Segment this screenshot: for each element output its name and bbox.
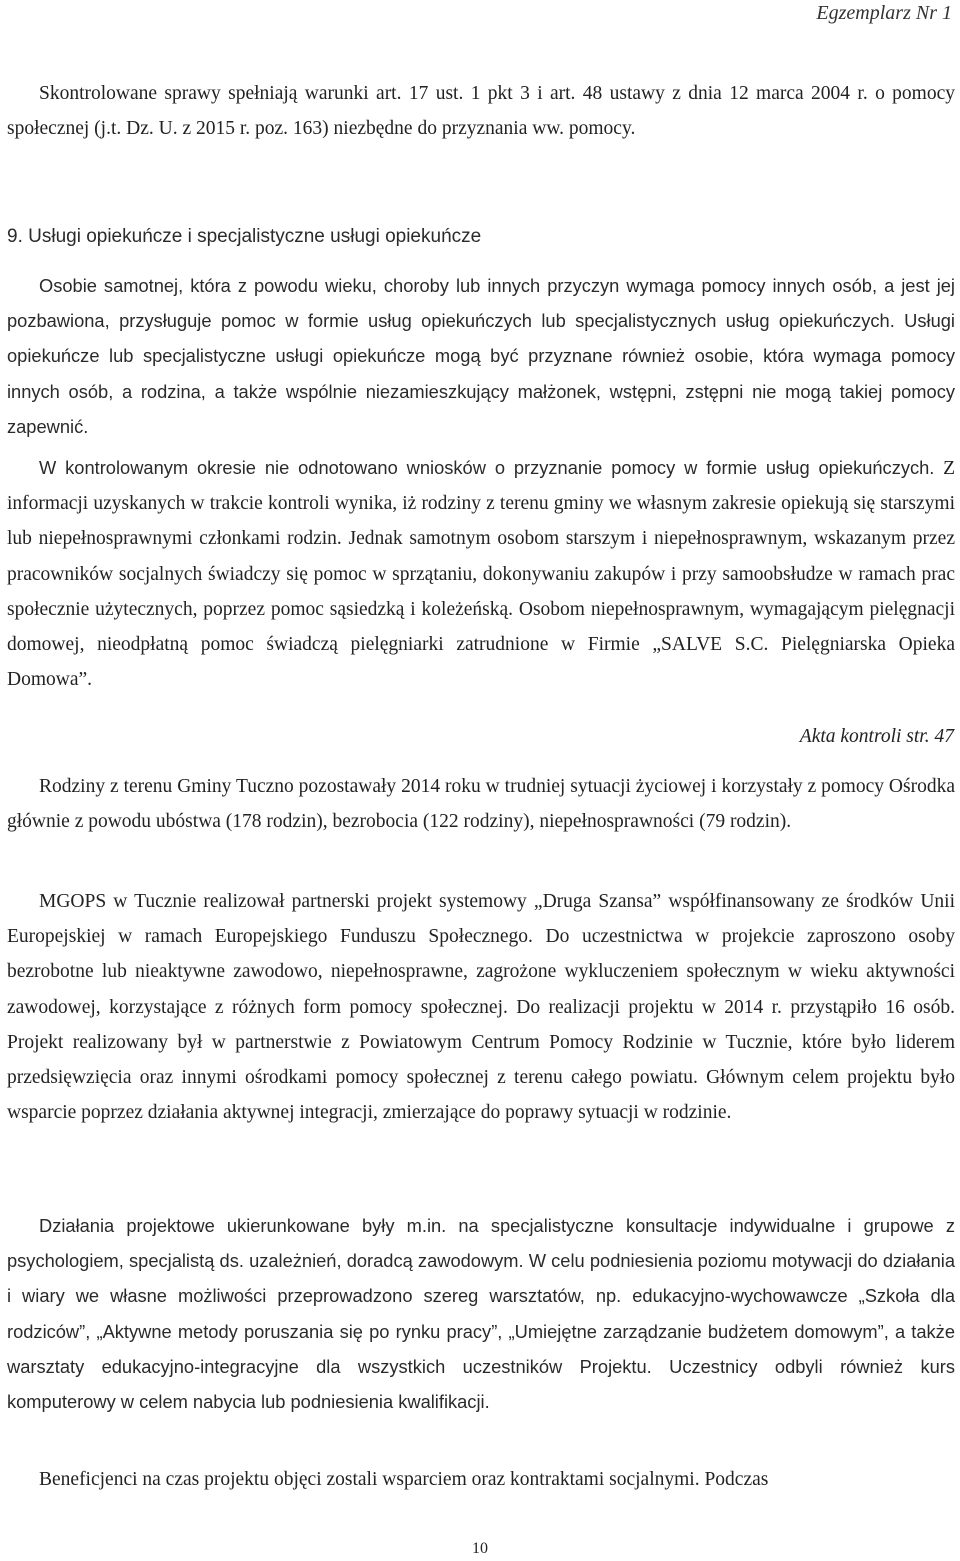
paragraph-care-services-definition: Osobie samotnej, która z powodu wieku, choroby lub innych przyczyn wymaga pomocy innych osób, a jest jej pozbawiona, przysługuje pomoc w formie usług opiekuńczych lub specjalistycznych usług opiekuńczych. Usługi opiekuńcze lub specjalistyczne usługi opiekuńcze mogą być przyznane również osobie, która wymaga pomocy innych osób, a rodzina, a także wspólnie niezamieszkujący małżonek, wstępni, zstępni nie mogą takiej pomocy zapewnić.	[7, 275, 955, 437]
paragraph-mgops-project: MGOPS w Tucznie realizował partnerski projekt systemowy „Druga Szansa” współfinansowany ze środków Unii Europejskiej w ramach Europejskiego Funduszu Społecznego. Do uczestnictwa w projekcie zaproszono osoby bezrobotne lub nieaktywne zawodowo, niepełnosprawne, zagrożone wykluczeniem społecznym w wieku aktywności zawodowej, korzystające z różnych form pomocy społecznej. Do realizacji projektu w 2014 r. przystąpiło 16 osób. Projekt realizowany był w partnerstwie z Powiatowym Centrum Pomocy Rodzinie w Tucznie, które było liderem przedsięwzięcia oraz innymi ośrodkami pomocy społecznej z terenu całego powiatu. Głównym celem projektu było wsparcie poprzez działania aktywnej integracji, zmierzające do poprawy sytuacji w rodzinie.	[7, 891, 955, 1124]
paragraph-project-actions: Działania projektowe ukierunkowane były m.in. na specjalistyczne konsultacje indywidualne i grupowe z psychologiem, specjalistą ds. uzależnień, doradcą zawodowym. W celu podniesienia poziomu motywacji do działania i wiary we własne możliwości przeprowadzono szereg warsztatów, np. edukacyjno-wychowawcze „Szkoła dla rodziców”, „Aktywne metody poruszania się po rynku pracy”, „Umiejętne zarządzanie budżetem domowym”, a także warsztaty edukacyjno-integracyjne dla wszystkich uczestników Projektu. Uczestnicy odbyli również kurs komputerowy w celem nabycia lub podniesienia kwalifikacji.	[7, 1215, 955, 1413]
paragraph-verified-cases: Skontrolowane sprawy spełniają warunki art. 17 ust. 1 pkt 3 i art. 48 ustawy z dnia 12 marca 2004 r. o pomocy społecznej (j.t. Dz. U. z 2015 r. poz. 163) niezbędne do przyznania ww. pomocy.	[7, 83, 955, 140]
paragraph-care-services-findings	[7, 450, 955, 697]
paragraph-care-findings-serif-part: Z informacji uzyskanych w trakcie kontroli wynika, iż rodziny z terenu gminy we własnym zakresie opiekują się starszymi lub niepełnosprawnymi członkami rodzin. Jednak samotnym osobom starszym i niepełnosprawnym, wskazanym przez pracowników socjalnych świadczy się pomoc w sprzątaniu, dokonywaniu zakupów i przy samoobsłudze w ramach prac społecznie użytecznych, poprzez pomoc sąsiedzką i koleżeńską. Osobom niepełnosprawnym, wymagającym pielęgnacji domowej, nieodpłatną pomoc świadczą pielęgniarki zatrudnione w Firmie „SALVE S.C. Pielęgniarska Opieka Domowa”.	[7, 458, 955, 691]
paragraph-care-findings-sans-part: W kontrolowanym okresie nie odnotowano wniosków o przyznanie pomocy w formie usług opiekuńczych.	[39, 457, 935, 478]
akta-reference: Akta kontroli str. 47	[799, 726, 954, 747]
paragraph-beneficiaries: Beneficjenci na czas projektu objęci zostali wsparciem oraz kontraktami socjalnymi. Podczas	[39, 1469, 769, 1490]
page-number: 10	[472, 1540, 488, 1557]
section-heading-9: 9. Usługi opiekuńcze i specjalistyczne usługi opiekuńcze	[7, 226, 482, 247]
copy-label: Egzemplarz Nr 1	[816, 2, 952, 24]
paragraph-families-situation: Rodziny z terenu Gminy Tuczno pozostawały 2014 roku w trudniej sytuacji życiowej i korzystały z pomocy Ośrodka głównie z powodu ubóstwa (178 rodzin), bezrobocia (122 rodziny), niepełnosprawności (79 rodzin).	[7, 776, 955, 833]
